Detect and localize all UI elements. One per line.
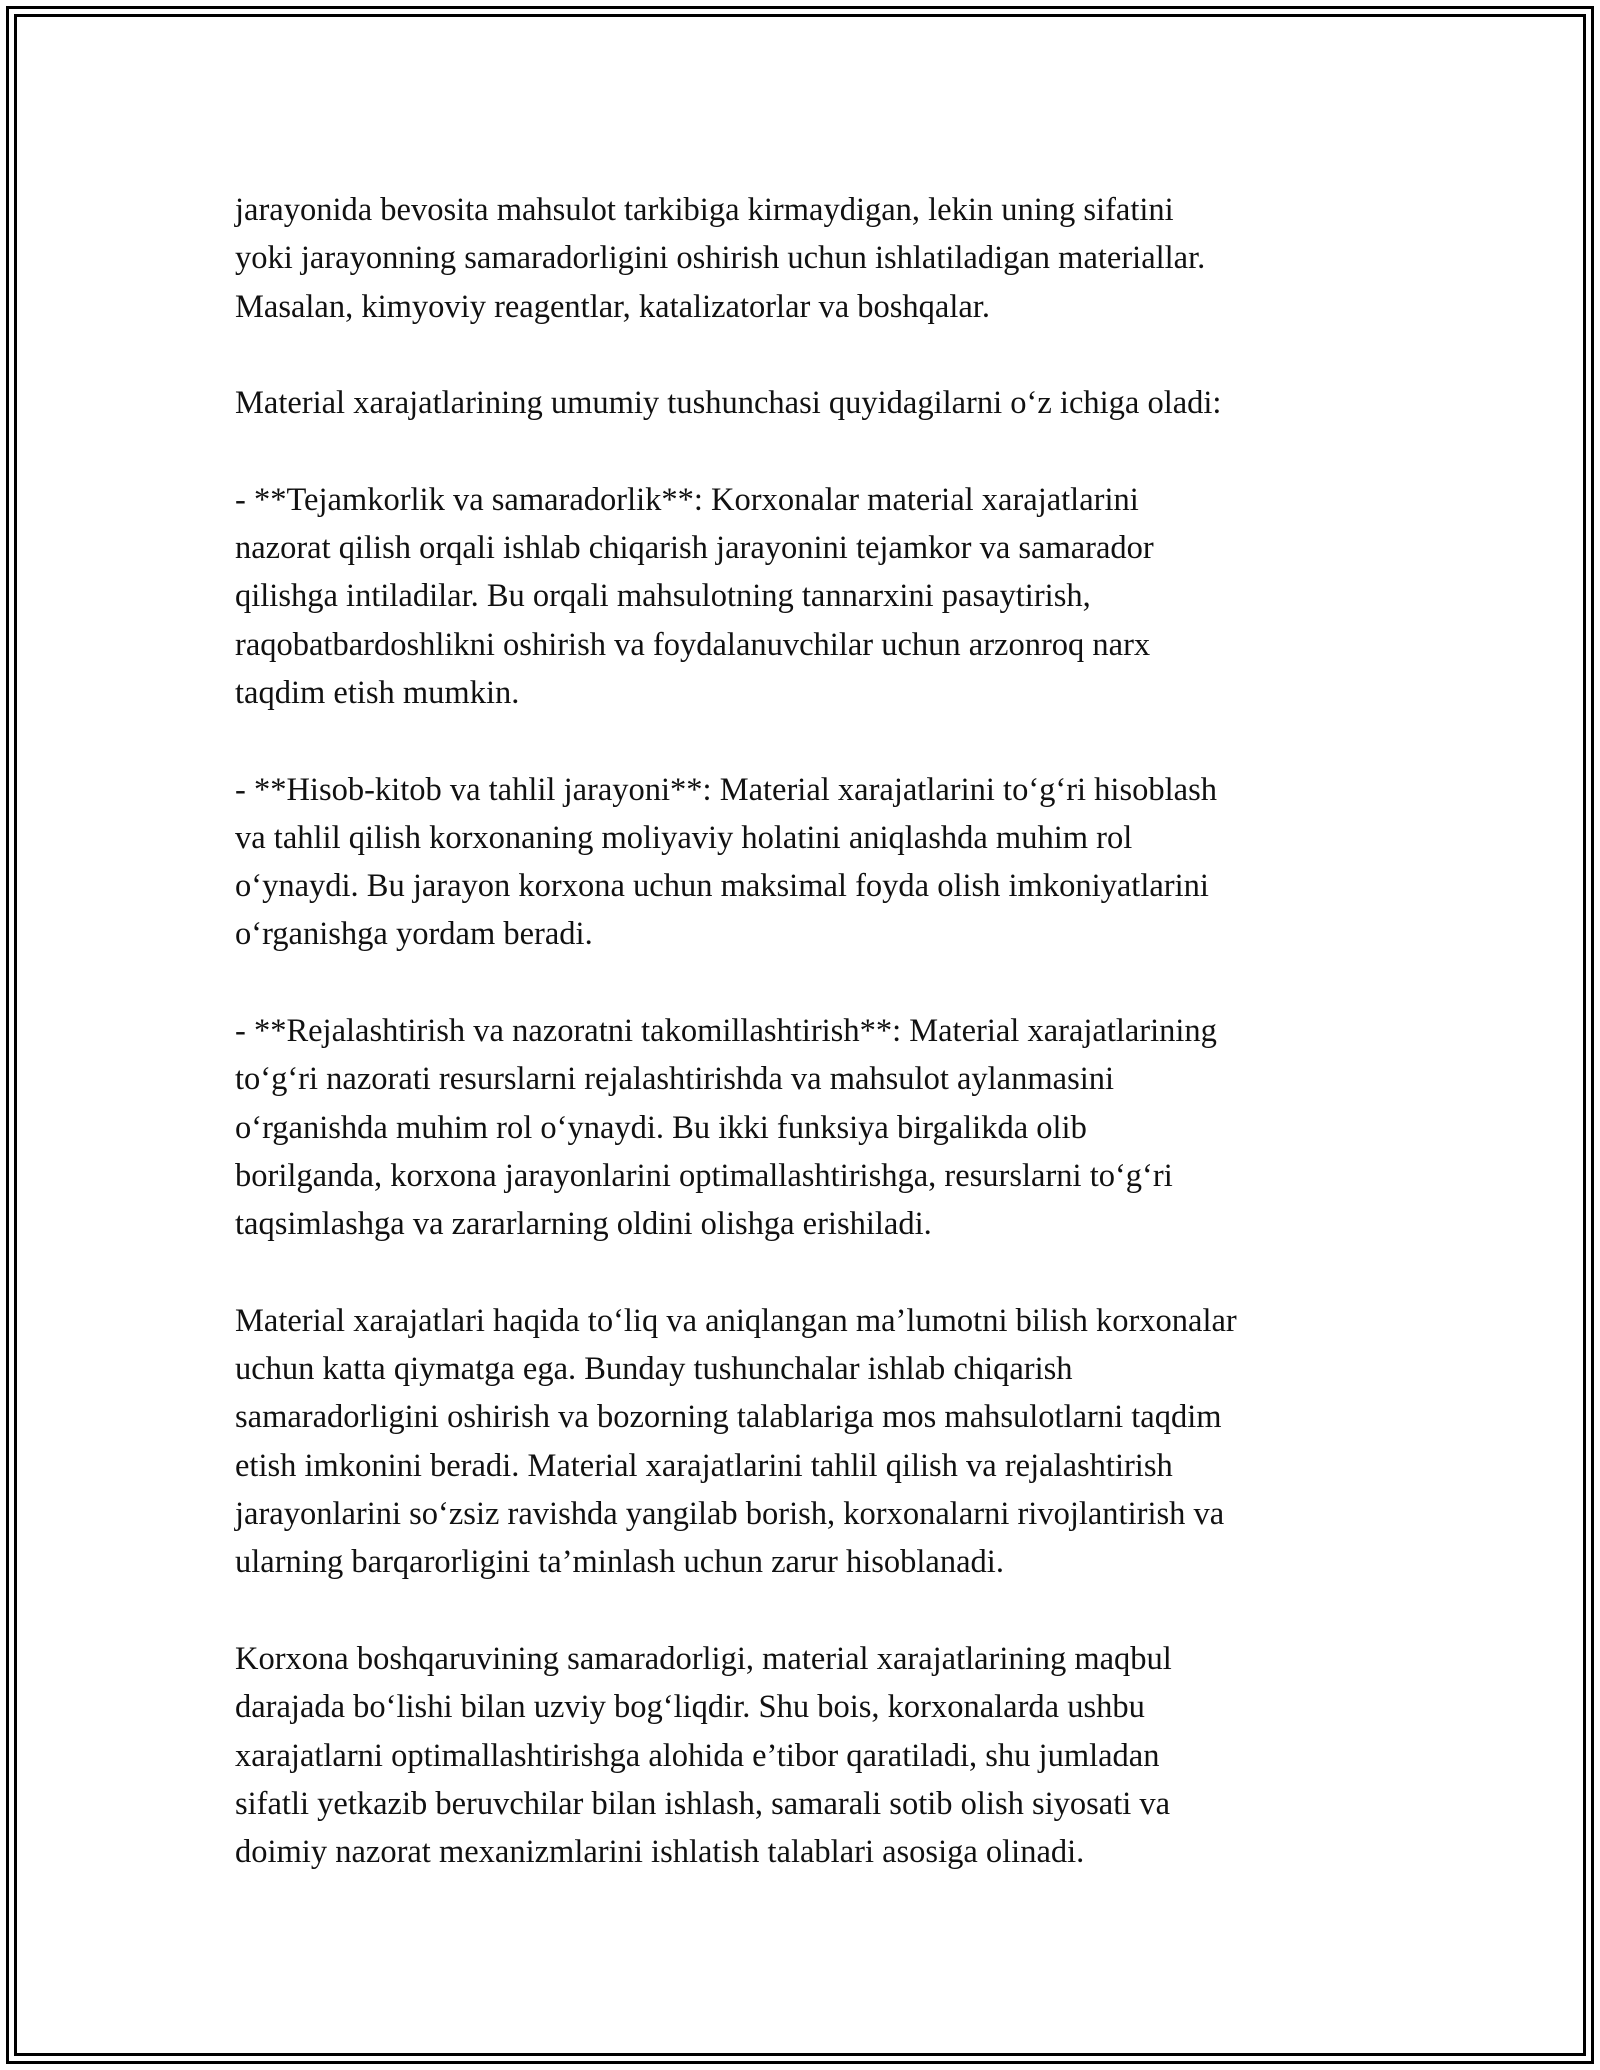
text-line: taqdim etish mumkin. [235,674,520,711]
text-line: o‘rganishga yordam beradi. [235,916,593,953]
text-line: o‘ynaydi. Bu jarayon korxona uchun maksimal foyda olish imkoniyatlarini [235,868,1209,905]
text-line: va tahlil qilish korxonaning moliyaviy holatini aniqlashda muhim rol [235,819,1133,856]
document-body [235,186,1395,1925]
paragraph-bullet-efficiency [235,476,1395,717]
text-line: xarajatlarni optimallashtirishga alohida e’tibor qaratiladi, shu jumladan [235,1737,1160,1774]
text-line: Korxona boshqaruvining samaradorligi, material xarajatlarining maqbul [235,1640,1172,1677]
text-line: nazorat qilish orqali ishlab chiqarish jarayonini tejamkor va samarador [235,530,1154,567]
text-line: jarayonlarini so‘zsiz ravishda yangilab borish, korxonalarni rivojlantirish va [235,1496,1225,1533]
text-line: qilishga intiladilar. Bu orqali mahsulotning tannarxini pasaytirish, [235,578,1091,615]
paragraph-management [235,1635,1395,1876]
text-line: - **Hisob-kitob va tahlil jarayoni**: Material xarajatlarini to‘g‘ri hisoblash [235,771,1217,808]
text-line: Material xarajatlarining umumiy tushunchasi quyidagilarni o‘z ichiga oladi: [235,385,1222,422]
paragraph-materials-definition [235,186,1395,331]
text-line: taqsimlashga va zararlarning oldini olishga erishiladi. [235,1206,932,1243]
text-line: uchun katta qiymatga ega. Bunday tushunchalar ishlab chiqarish [235,1351,1073,1388]
text-line: Material xarajatlari haqida to‘liq va aniqlangan ma’lumotni bilish korxonalar [235,1302,1237,1339]
text-line: to‘g‘ri nazorati resurslarni rejalashtirishda va mahsulot aylanmasini [235,1061,1115,1098]
text-line: darajada bo‘lishi bilan uzviy bog‘liqdir. Shu bois, korxonalarda ushbu [235,1689,1145,1726]
paragraph-general-concept [235,379,1395,427]
text-line: etish imkonini beradi. Material xarajatlarini tahlil qilish va rejalashtirish [235,1447,1173,1484]
text-line: yoki jarayonning samaradorligini oshirish uchun ishlatiladigan materiallar. [235,240,1206,277]
text-line: - **Tejamkorlik va samaradorlik**: Korxonalar material xarajatlarini [235,481,1139,518]
paragraph-bullet-planning [235,1007,1395,1248]
text-line: ularning barqarorligini ta’minlash uchun zarur hisoblanadi. [235,1544,1004,1581]
paragraph-bullet-accounting [235,766,1395,959]
text-line: - **Rejalashtirish va nazoratni takomillashtirish**: Material xarajatlarining [235,1013,1217,1050]
text-line: o‘rganishda muhim rol o‘ynaydi. Bu ikki funksiya birgalikda olib [235,1109,1087,1146]
text-line: borilganda, korxona jarayonlarini optimallashtirishga, resurslarni to‘g‘ri [235,1157,1173,1194]
text-line: doimiy nazorat mexanizmlarini ishlatish talablari asosiga olinadi. [235,1834,1085,1871]
text-line: Masalan, kimyoviy reagentlar, katalizatorlar va boshqalar. [235,288,990,325]
text-line: samaradorligini oshirish va bozorning talablariga mos mahsulotlarni taqdim [235,1399,1222,1436]
text-line: jarayonida bevosita mahsulot tarkibiga kirmaydigan, lekin uning sifatini [235,192,1174,228]
paragraph-importance [235,1297,1395,1587]
text-line: sifatli yetkazib beruvchilar bilan ishlash, samarali sotib olish siyosati va [235,1785,1171,1822]
text-line: raqobatbardoshlikni oshirish va foydalanuvchilar uchun arzonroq narx [235,626,1151,663]
